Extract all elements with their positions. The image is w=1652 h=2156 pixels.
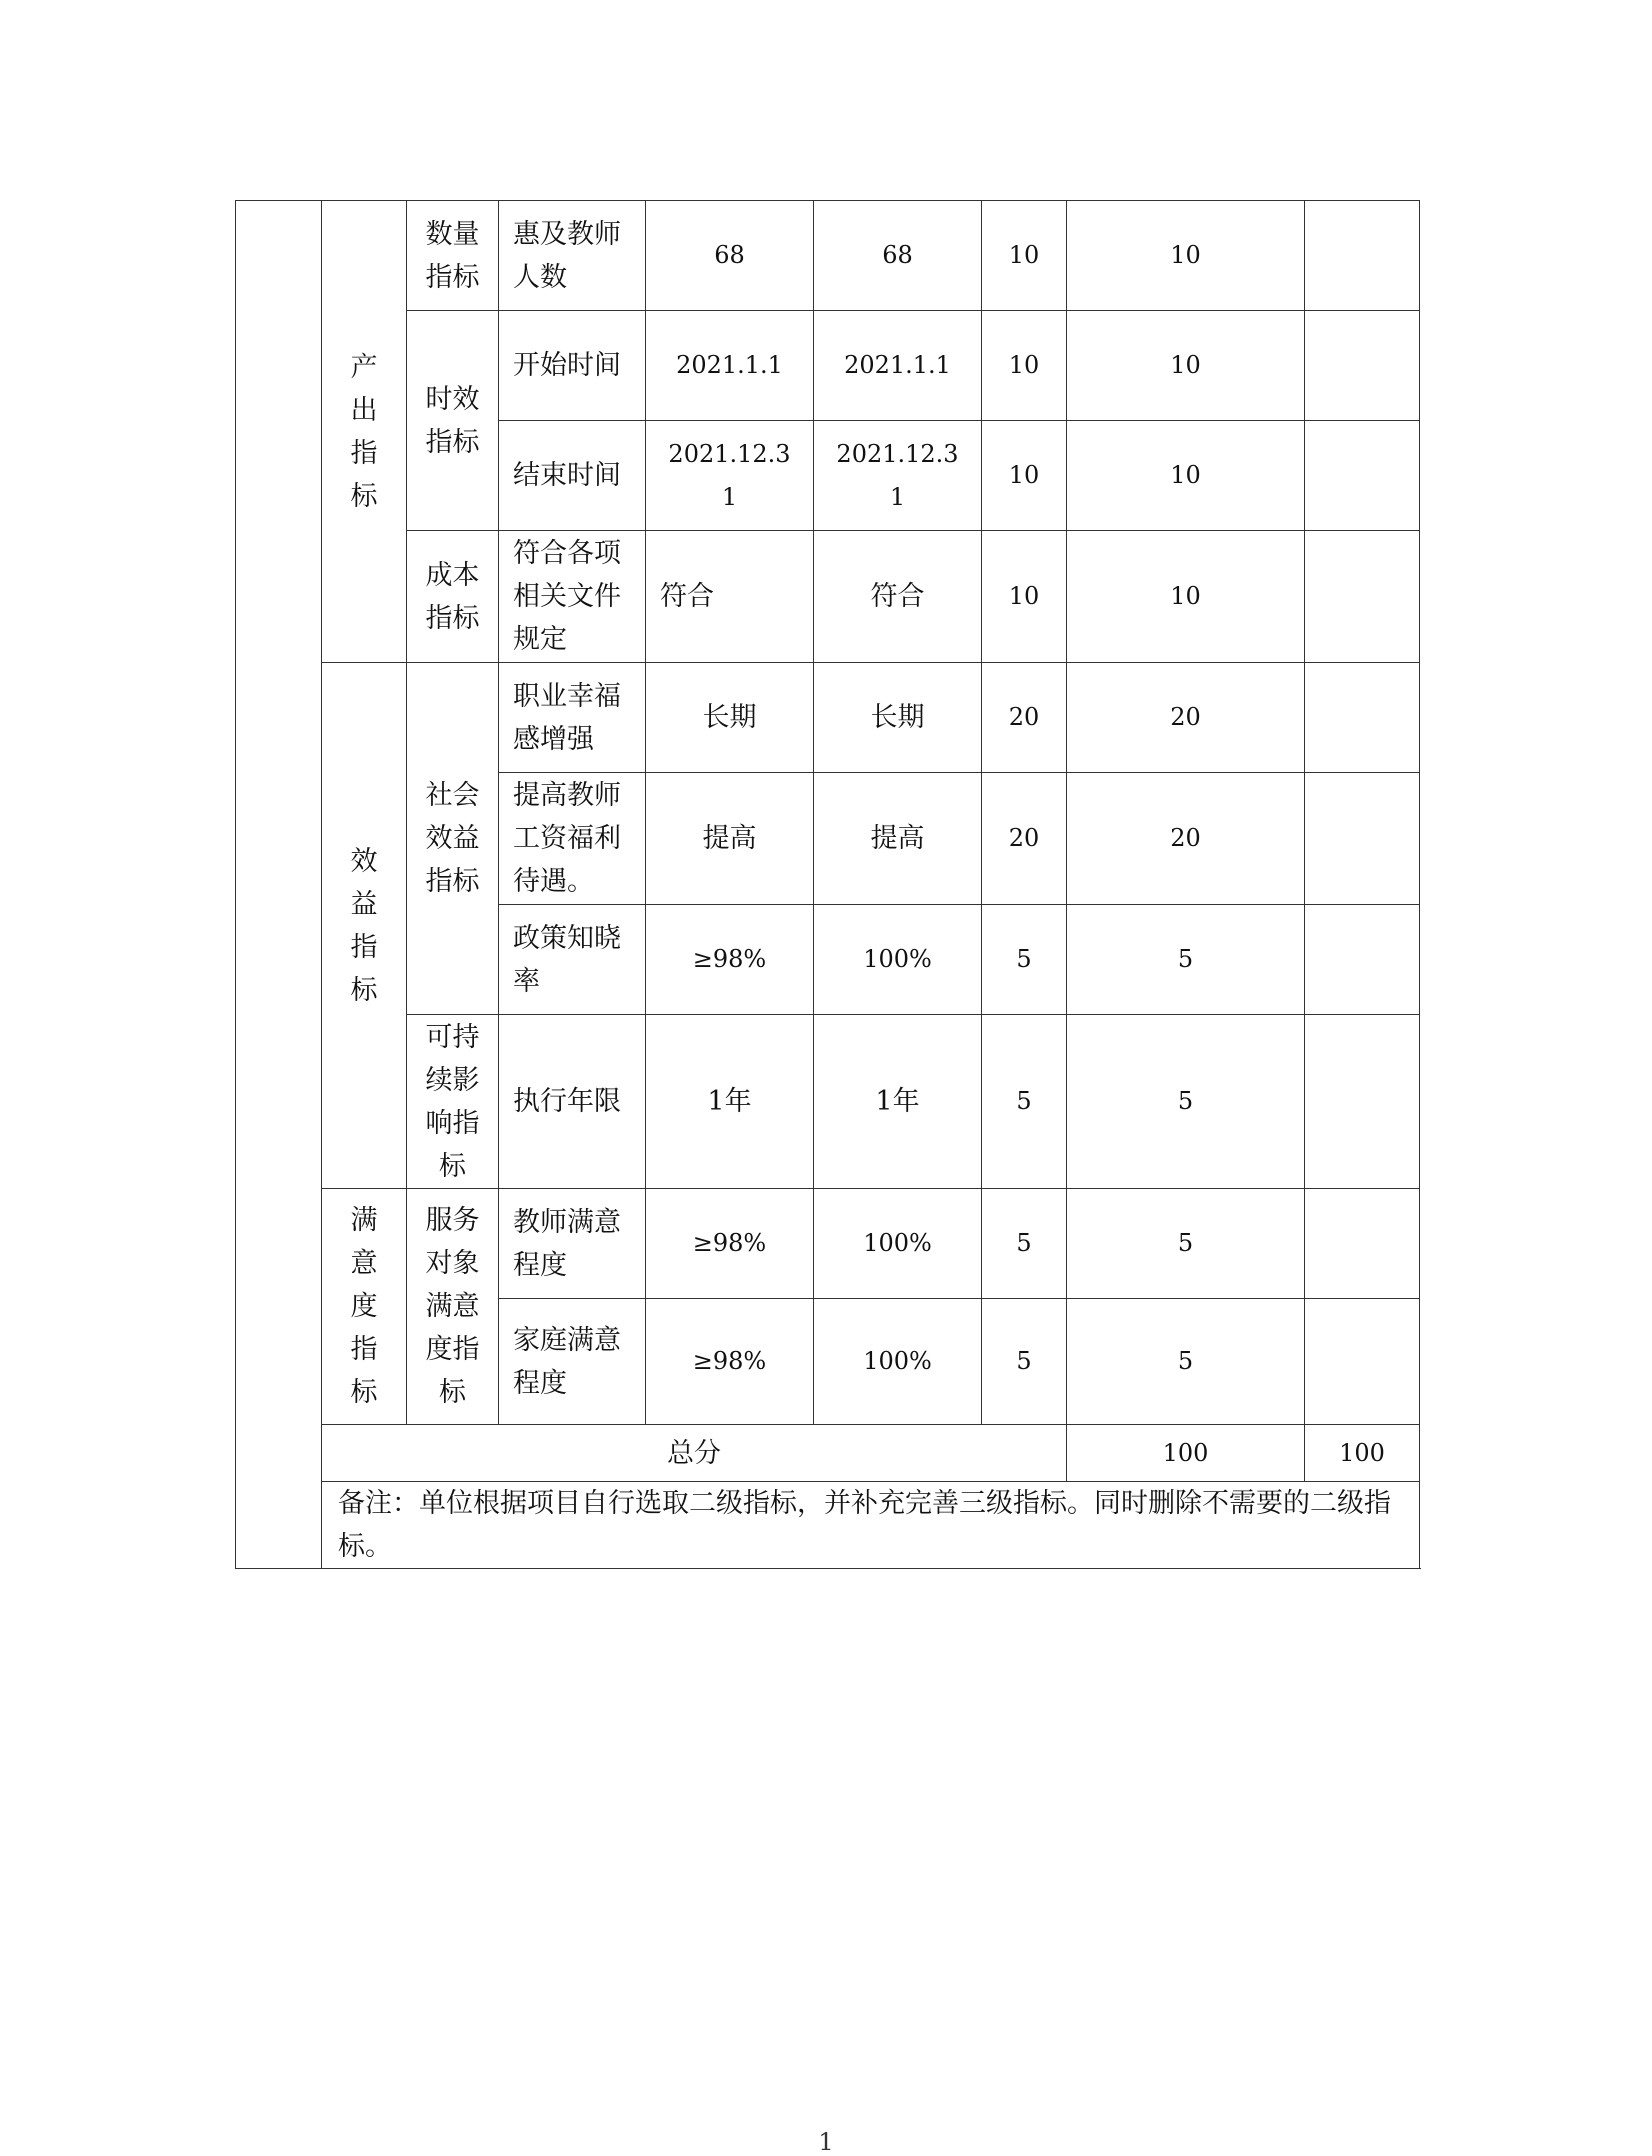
total-row xyxy=(236,1425,1420,1482)
remark-text: 备注：单位根据项目自行选取二级指标，并补充完善三级指标。同时删除不需要的二级指标。 xyxy=(322,1482,1420,1569)
level2-quantity: 数量 指标 xyxy=(407,201,499,311)
table-row xyxy=(236,531,1420,663)
level3-indicator: 结束时间 xyxy=(499,421,646,531)
weight-value: 5 xyxy=(982,1299,1067,1425)
target-value: 1年 xyxy=(646,1015,814,1189)
table-row xyxy=(236,311,1420,421)
score-value: 5 xyxy=(1067,1015,1305,1189)
target-value: 68 xyxy=(646,201,814,311)
note-cell xyxy=(1305,905,1420,1015)
level2-cost: 成本 指标 xyxy=(407,531,499,663)
actual-value: 100% xyxy=(814,1189,982,1299)
target-value: 符合 xyxy=(646,531,814,663)
weight-value: 10 xyxy=(982,201,1067,311)
weight-value: 5 xyxy=(982,1189,1067,1299)
table-row xyxy=(236,201,1420,311)
level2-timeliness: 时效 指标 xyxy=(407,311,499,531)
actual-value: 提高 xyxy=(814,773,982,905)
total-label: 总分 xyxy=(322,1425,1067,1482)
score-value: 10 xyxy=(1067,311,1305,421)
target-value: 长期 xyxy=(646,663,814,773)
note-cell xyxy=(1305,663,1420,773)
table-row xyxy=(236,1189,1420,1299)
score-value: 5 xyxy=(1067,1189,1305,1299)
actual-value: 68 xyxy=(814,201,982,311)
group-output-indicator: 产 出 指 标 xyxy=(322,201,407,663)
level3-indicator: 职业幸福 感增强 xyxy=(499,663,646,773)
target-value: ≥98% xyxy=(646,905,814,1015)
level2-sustainability: 可持 续影 响指 标 xyxy=(407,1015,499,1189)
level1-empty-cell xyxy=(236,201,322,1569)
weight-value: 10 xyxy=(982,311,1067,421)
target-value: 提高 xyxy=(646,773,814,905)
note-cell xyxy=(1305,1015,1420,1189)
level3-indicator: 开始时间 xyxy=(499,311,646,421)
page-number: 1 xyxy=(818,2128,834,2156)
weight-value: 10 xyxy=(982,421,1067,531)
remark-row xyxy=(236,1482,1420,1569)
note-cell xyxy=(1305,1189,1420,1299)
note-cell xyxy=(1305,773,1420,905)
weight-value: 5 xyxy=(982,1015,1067,1189)
target-value: 2021.1.1 xyxy=(646,311,814,421)
score-value: 10 xyxy=(1067,201,1305,311)
level3-indicator: 家庭满意 程度 xyxy=(499,1299,646,1425)
score-value: 5 xyxy=(1067,905,1305,1015)
group-satisfaction-indicator: 满 意 度 指 标 xyxy=(322,1189,407,1425)
table-row xyxy=(236,663,1420,773)
level3-indicator: 教师满意 程度 xyxy=(499,1189,646,1299)
score-value: 10 xyxy=(1067,421,1305,531)
score-value: 10 xyxy=(1067,531,1305,663)
weight-value: 10 xyxy=(982,531,1067,663)
table-row xyxy=(236,1015,1420,1189)
actual-value: 100% xyxy=(814,905,982,1015)
group-benefit-indicator: 效 益 指 标 xyxy=(322,663,407,1189)
actual-value: 1年 xyxy=(814,1015,982,1189)
target-value: 2021.12.3 1 xyxy=(646,421,814,531)
note-cell xyxy=(1305,531,1420,663)
weight-value: 20 xyxy=(982,773,1067,905)
actual-value: 符合 xyxy=(814,531,982,663)
note-cell xyxy=(1305,201,1420,311)
note-cell xyxy=(1305,311,1420,421)
actual-value: 2021.1.1 xyxy=(814,311,982,421)
level3-indicator: 惠及教师 人数 xyxy=(499,201,646,311)
note-cell xyxy=(1305,421,1420,531)
level3-indicator: 提高教师 工资福利 待遇。 xyxy=(499,773,646,905)
score-value: 5 xyxy=(1067,1299,1305,1425)
note-cell xyxy=(1305,1299,1420,1425)
score-value: 20 xyxy=(1067,773,1305,905)
level3-indicator: 执行年限 xyxy=(499,1015,646,1189)
weight-value: 5 xyxy=(982,905,1067,1015)
total-score: 100 xyxy=(1305,1425,1420,1482)
weight-value: 20 xyxy=(982,663,1067,773)
level2-service-satisfaction: 服务 对象 满意 度指 标 xyxy=(407,1189,499,1425)
actual-value: 100% xyxy=(814,1299,982,1425)
actual-value: 长期 xyxy=(814,663,982,773)
total-weight: 100 xyxy=(1067,1425,1305,1482)
target-value: ≥98% xyxy=(646,1299,814,1425)
performance-indicator-table xyxy=(235,200,1420,1569)
level3-indicator: 政策知晓 率 xyxy=(499,905,646,1015)
level2-social-benefit: 社会 效益 指标 xyxy=(407,663,499,1015)
level3-indicator: 符合各项 相关文件 规定 xyxy=(499,531,646,663)
target-value: ≥98% xyxy=(646,1189,814,1299)
actual-value: 2021.12.3 1 xyxy=(814,421,982,531)
score-value: 20 xyxy=(1067,663,1305,773)
